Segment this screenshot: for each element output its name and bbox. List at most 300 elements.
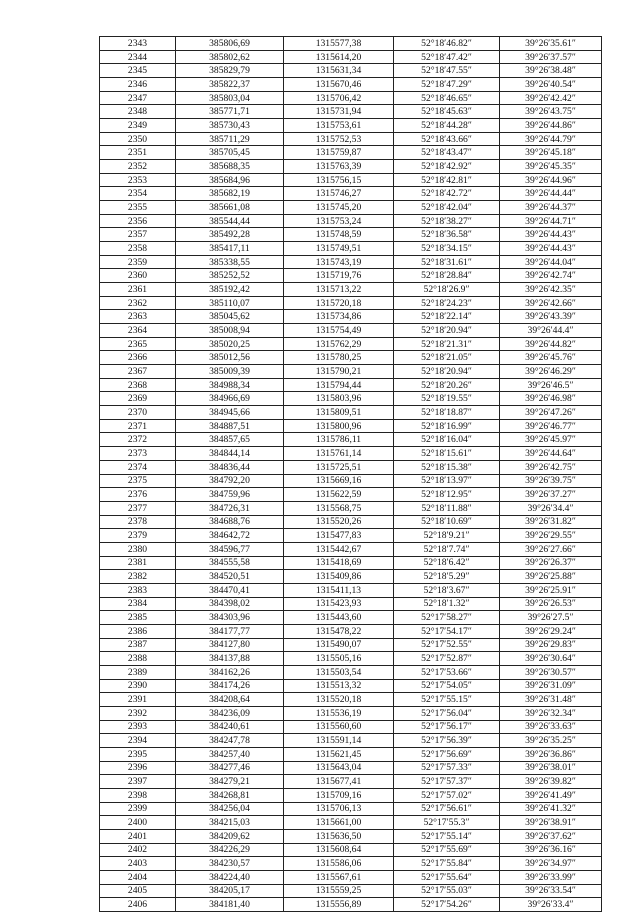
table-row <box>100 843 602 857</box>
x-coordinate-cell: 384240,61 <box>176 720 284 734</box>
point-number-cell: 2380 <box>100 542 176 556</box>
longitude-cell: 39°26′26.53″ <box>500 597 602 611</box>
longitude-cell: 39°26′44.43″ <box>500 228 602 242</box>
longitude-cell: 39°26′42.42″ <box>500 91 602 105</box>
point-number-cell: 2371 <box>100 419 176 433</box>
y-coordinate-cell: 1315559,25 <box>284 884 394 898</box>
longitude-cell: 39°26′44.96″ <box>500 173 602 187</box>
latitude-cell: 52°18′11.88″ <box>394 501 500 515</box>
point-number-cell: 2406 <box>100 898 176 912</box>
latitude-cell: 52°18′31.61″ <box>394 255 500 269</box>
y-coordinate-cell: 1315503,54 <box>284 665 394 679</box>
point-number-cell: 2400 <box>100 816 176 830</box>
longitude-cell: 39°26′35.61″ <box>500 37 602 51</box>
table-row <box>100 283 602 297</box>
y-coordinate-cell: 1315753,24 <box>284 214 394 228</box>
longitude-cell: 39°26′45.35″ <box>500 160 602 174</box>
latitude-cell: 52°17′54.05″ <box>394 679 500 693</box>
x-coordinate-cell: 384230,57 <box>176 857 284 871</box>
x-coordinate-cell: 384268,81 <box>176 788 284 802</box>
latitude-cell: 52°18′26.9″ <box>394 283 500 297</box>
longitude-cell: 39°26′29.83″ <box>500 638 602 652</box>
table-row <box>100 160 602 174</box>
table-row <box>100 392 602 406</box>
longitude-cell: 39°26′44.71″ <box>500 214 602 228</box>
point-number-cell: 2402 <box>100 843 176 857</box>
longitude-cell: 39°26′46.5″ <box>500 378 602 392</box>
point-number-cell: 2387 <box>100 638 176 652</box>
latitude-cell: 52°18′16.99″ <box>394 419 500 433</box>
point-number-cell: 2405 <box>100 884 176 898</box>
longitude-cell: 39°26′33.4″ <box>500 898 602 912</box>
x-coordinate-cell: 384208,64 <box>176 693 284 707</box>
table-row <box>100 734 602 748</box>
latitude-cell: 52°17′54.17″ <box>394 624 500 638</box>
x-coordinate-cell: 384726,31 <box>176 501 284 515</box>
longitude-cell: 39°26′44.44″ <box>500 187 602 201</box>
point-number-cell: 2345 <box>100 64 176 78</box>
point-number-cell: 2354 <box>100 187 176 201</box>
y-coordinate-cell: 1315706,42 <box>284 91 394 105</box>
longitude-cell: 39°26′44.79″ <box>500 132 602 146</box>
longitude-cell: 39°26′46.29″ <box>500 365 602 379</box>
table-row <box>100 638 602 652</box>
table-row <box>100 365 602 379</box>
table-row <box>100 460 602 474</box>
table-row <box>100 433 602 447</box>
longitude-cell: 39°26′45.18″ <box>500 146 602 160</box>
point-number-cell: 2370 <box>100 406 176 420</box>
point-number-cell: 2403 <box>100 857 176 871</box>
longitude-cell: 39°26′46.77″ <box>500 419 602 433</box>
point-number-cell: 2404 <box>100 870 176 884</box>
y-coordinate-cell: 1315790,21 <box>284 365 394 379</box>
latitude-cell: 52°18′43.47″ <box>394 146 500 160</box>
longitude-cell: 39°26′42.74″ <box>500 269 602 283</box>
table-row <box>100 501 602 515</box>
point-number-cell: 2365 <box>100 337 176 351</box>
y-coordinate-cell: 1315670,46 <box>284 78 394 92</box>
latitude-cell: 52°18′9.21″ <box>394 529 500 543</box>
longitude-cell: 39°26′39.82″ <box>500 775 602 789</box>
y-coordinate-cell: 1315477,83 <box>284 529 394 543</box>
table-row <box>100 242 602 256</box>
longitude-cell: 39°26′44.4″ <box>500 324 602 338</box>
latitude-cell: 52°17′52.55″ <box>394 638 500 652</box>
point-number-cell: 2357 <box>100 228 176 242</box>
x-coordinate-cell: 384224,40 <box>176 870 284 884</box>
point-number-cell: 2397 <box>100 775 176 789</box>
table-row <box>100 802 602 816</box>
y-coordinate-cell: 1315734,86 <box>284 310 394 324</box>
point-number-cell: 2350 <box>100 132 176 146</box>
point-number-cell: 2376 <box>100 488 176 502</box>
latitude-cell: 52°18′42.81″ <box>394 173 500 187</box>
latitude-cell: 52°17′58.27″ <box>394 611 500 625</box>
table-row <box>100 775 602 789</box>
latitude-cell: 52°18′10.69″ <box>394 515 500 529</box>
table-row <box>100 665 602 679</box>
point-number-cell: 2398 <box>100 788 176 802</box>
x-coordinate-cell: 384887,51 <box>176 419 284 433</box>
latitude-cell: 52°17′52.87″ <box>394 652 500 666</box>
x-coordinate-cell: 384137,88 <box>176 652 284 666</box>
y-coordinate-cell: 1315591,14 <box>284 734 394 748</box>
point-number-cell: 2391 <box>100 693 176 707</box>
latitude-cell: 52°18′21.31″ <box>394 337 500 351</box>
point-number-cell: 2394 <box>100 734 176 748</box>
table-row <box>100 228 602 242</box>
latitude-cell: 52°18′42.72″ <box>394 187 500 201</box>
y-coordinate-cell: 1315560,60 <box>284 720 394 734</box>
longitude-cell: 39°26′34.4″ <box>500 501 602 515</box>
x-coordinate-cell: 385009,39 <box>176 365 284 379</box>
latitude-cell: 52°18′46.65″ <box>394 91 500 105</box>
latitude-cell: 52°18′5.29″ <box>394 570 500 584</box>
latitude-cell: 52°18′42.04″ <box>394 201 500 215</box>
latitude-cell: 52°18′6.42″ <box>394 556 500 570</box>
point-number-cell: 2351 <box>100 146 176 160</box>
x-coordinate-cell: 385806,69 <box>176 37 284 51</box>
table-row <box>100 214 602 228</box>
table-row <box>100 570 602 584</box>
longitude-cell: 39°26′39.75″ <box>500 474 602 488</box>
y-coordinate-cell: 1315749,51 <box>284 242 394 256</box>
table-row <box>100 761 602 775</box>
x-coordinate-cell: 384398,02 <box>176 597 284 611</box>
y-coordinate-cell: 1315754,49 <box>284 324 394 338</box>
point-number-cell: 2392 <box>100 706 176 720</box>
table-row <box>100 324 602 338</box>
longitude-cell: 39°26′37.27″ <box>500 488 602 502</box>
coordinates-table <box>99 36 602 912</box>
table-row <box>100 146 602 160</box>
latitude-cell: 52°18′18.87″ <box>394 406 500 420</box>
table-row <box>100 884 602 898</box>
longitude-cell: 39°26′44.37″ <box>500 201 602 215</box>
table-row <box>100 310 602 324</box>
y-coordinate-cell: 1315746,27 <box>284 187 394 201</box>
x-coordinate-cell: 384836,44 <box>176 460 284 474</box>
x-coordinate-cell: 385829,79 <box>176 64 284 78</box>
longitude-cell: 39°26′43.75″ <box>500 105 602 119</box>
point-number-cell: 2352 <box>100 160 176 174</box>
x-coordinate-cell: 384279,21 <box>176 775 284 789</box>
x-coordinate-cell: 384177,77 <box>176 624 284 638</box>
y-coordinate-cell: 1315513,32 <box>284 679 394 693</box>
longitude-cell: 39°26′36.16″ <box>500 843 602 857</box>
latitude-cell: 52°17′55.64″ <box>394 870 500 884</box>
longitude-cell: 39°26′27.66″ <box>500 542 602 556</box>
latitude-cell: 52°17′57.37″ <box>394 775 500 789</box>
x-coordinate-cell: 385417,11 <box>176 242 284 256</box>
y-coordinate-cell: 1315759,87 <box>284 146 394 160</box>
point-number-cell: 2367 <box>100 365 176 379</box>
table-row <box>100 693 602 707</box>
x-coordinate-cell: 385192,42 <box>176 283 284 297</box>
x-coordinate-cell: 384857,65 <box>176 433 284 447</box>
table-row <box>100 37 602 51</box>
latitude-cell: 52°18′1.32″ <box>394 597 500 611</box>
point-number-cell: 2384 <box>100 597 176 611</box>
table-row <box>100 720 602 734</box>
y-coordinate-cell: 1315753,61 <box>284 119 394 133</box>
y-coordinate-cell: 1315677,41 <box>284 775 394 789</box>
x-coordinate-cell: 385803,04 <box>176 91 284 105</box>
x-coordinate-cell: 384988,34 <box>176 378 284 392</box>
latitude-cell: 52°18′3.67″ <box>394 583 500 597</box>
point-number-cell: 2366 <box>100 351 176 365</box>
y-coordinate-cell: 1315748,59 <box>284 228 394 242</box>
point-number-cell: 2368 <box>100 378 176 392</box>
longitude-cell: 39°26′25.88″ <box>500 570 602 584</box>
latitude-cell: 52°17′55.84″ <box>394 857 500 871</box>
latitude-cell: 52°18′44.28″ <box>394 119 500 133</box>
table-row <box>100 652 602 666</box>
longitude-cell: 39°26′38.48″ <box>500 64 602 78</box>
longitude-cell: 39°26′31.09″ <box>500 679 602 693</box>
x-coordinate-cell: 384162,26 <box>176 665 284 679</box>
y-coordinate-cell: 1315411,13 <box>284 583 394 597</box>
y-coordinate-cell: 1315761,14 <box>284 447 394 461</box>
table-row <box>100 624 602 638</box>
point-number-cell: 2389 <box>100 665 176 679</box>
table-row <box>100 132 602 146</box>
latitude-cell: 52°18′22.14″ <box>394 310 500 324</box>
latitude-cell: 52°18′34.15″ <box>394 242 500 256</box>
longitude-cell: 39°26′40.54″ <box>500 78 602 92</box>
x-coordinate-cell: 385544,44 <box>176 214 284 228</box>
x-coordinate-cell: 384236,09 <box>176 706 284 720</box>
table-row <box>100 269 602 283</box>
point-number-cell: 2344 <box>100 50 176 64</box>
y-coordinate-cell: 1315756,15 <box>284 173 394 187</box>
table-row <box>100 679 602 693</box>
longitude-cell: 39°26′44.86″ <box>500 119 602 133</box>
latitude-cell: 52°18′28.84″ <box>394 269 500 283</box>
latitude-cell: 52°17′57.33″ <box>394 761 500 775</box>
table-row <box>100 611 602 625</box>
x-coordinate-cell: 384792,20 <box>176 474 284 488</box>
latitude-cell: 52°17′56.17″ <box>394 720 500 734</box>
x-coordinate-cell: 384303,96 <box>176 611 284 625</box>
longitude-cell: 39°26′44.43″ <box>500 242 602 256</box>
y-coordinate-cell: 1315556,89 <box>284 898 394 912</box>
x-coordinate-cell: 385802,62 <box>176 50 284 64</box>
latitude-cell: 52°17′55.15″ <box>394 693 500 707</box>
latitude-cell: 52°18′47.55″ <box>394 64 500 78</box>
table-row <box>100 296 602 310</box>
point-number-cell: 2396 <box>100 761 176 775</box>
latitude-cell: 52°18′42.92″ <box>394 160 500 174</box>
table-row <box>100 351 602 365</box>
point-number-cell: 2390 <box>100 679 176 693</box>
latitude-cell: 52°18′13.97″ <box>394 474 500 488</box>
x-coordinate-cell: 384247,78 <box>176 734 284 748</box>
table-row <box>100 515 602 529</box>
y-coordinate-cell: 1315621,45 <box>284 747 394 761</box>
point-number-cell: 2374 <box>100 460 176 474</box>
point-number-cell: 2359 <box>100 255 176 269</box>
latitude-cell: 52°17′54.26″ <box>394 898 500 912</box>
longitude-cell: 39°26′42.75″ <box>500 460 602 474</box>
point-number-cell: 2361 <box>100 283 176 297</box>
table-row <box>100 788 602 802</box>
longitude-cell: 39°26′30.64″ <box>500 652 602 666</box>
y-coordinate-cell: 1315536,19 <box>284 706 394 720</box>
latitude-cell: 52°17′55.3″ <box>394 816 500 830</box>
y-coordinate-cell: 1315643,04 <box>284 761 394 775</box>
latitude-cell: 52°18′21.05″ <box>394 351 500 365</box>
point-number-cell: 2378 <box>100 515 176 529</box>
longitude-cell: 39°26′46.98″ <box>500 392 602 406</box>
y-coordinate-cell: 1315803,96 <box>284 392 394 406</box>
table-row <box>100 406 602 420</box>
y-coordinate-cell: 1315520,18 <box>284 693 394 707</box>
x-coordinate-cell: 384520,51 <box>176 570 284 584</box>
table-row <box>100 173 602 187</box>
latitude-cell: 52°18′20.94″ <box>394 365 500 379</box>
table-row <box>100 857 602 871</box>
table-row <box>100 706 602 720</box>
table-row <box>100 747 602 761</box>
latitude-cell: 52°18′38.27″ <box>394 214 500 228</box>
x-coordinate-cell: 384844,14 <box>176 447 284 461</box>
y-coordinate-cell: 1315614,20 <box>284 50 394 64</box>
table-row <box>100 119 602 133</box>
latitude-cell: 52°17′55.03″ <box>394 884 500 898</box>
longitude-cell: 39°26′34.97″ <box>500 857 602 871</box>
latitude-cell: 52°17′57.02″ <box>394 788 500 802</box>
y-coordinate-cell: 1315442,67 <box>284 542 394 556</box>
y-coordinate-cell: 1315809,51 <box>284 406 394 420</box>
latitude-cell: 52°18′45.63″ <box>394 105 500 119</box>
x-coordinate-cell: 385822,37 <box>176 78 284 92</box>
x-coordinate-cell: 384642,72 <box>176 529 284 543</box>
longitude-cell: 39°26′38.91″ <box>500 816 602 830</box>
point-number-cell: 2386 <box>100 624 176 638</box>
x-coordinate-cell: 384226,29 <box>176 843 284 857</box>
point-number-cell: 2401 <box>100 829 176 843</box>
y-coordinate-cell: 1315745,20 <box>284 201 394 215</box>
x-coordinate-cell: 384277,46 <box>176 761 284 775</box>
table-row <box>100 105 602 119</box>
y-coordinate-cell: 1315762,29 <box>284 337 394 351</box>
longitude-cell: 39°26′31.48″ <box>500 693 602 707</box>
table-row <box>100 829 602 843</box>
x-coordinate-cell: 385771,71 <box>176 105 284 119</box>
point-number-cell: 2349 <box>100 119 176 133</box>
longitude-cell: 39°26′36.86″ <box>500 747 602 761</box>
longitude-cell: 39°26′37.62″ <box>500 829 602 843</box>
longitude-cell: 39°26′44.04″ <box>500 255 602 269</box>
longitude-cell: 39°26′33.63″ <box>500 720 602 734</box>
latitude-cell: 52°18′24.23″ <box>394 296 500 310</box>
table-row <box>100 337 602 351</box>
y-coordinate-cell: 1315586,06 <box>284 857 394 871</box>
y-coordinate-cell: 1315661,00 <box>284 816 394 830</box>
table-row <box>100 488 602 502</box>
y-coordinate-cell: 1315608,64 <box>284 843 394 857</box>
latitude-cell: 52°17′56.69″ <box>394 747 500 761</box>
y-coordinate-cell: 1315669,16 <box>284 474 394 488</box>
latitude-cell: 52°18′43.66″ <box>394 132 500 146</box>
y-coordinate-cell: 1315577,38 <box>284 37 394 51</box>
x-coordinate-cell: 384470,41 <box>176 583 284 597</box>
y-coordinate-cell: 1315800,96 <box>284 419 394 433</box>
latitude-cell: 52°17′56.04″ <box>394 706 500 720</box>
table-row <box>100 542 602 556</box>
x-coordinate-cell: 385492,28 <box>176 228 284 242</box>
point-number-cell: 2388 <box>100 652 176 666</box>
longitude-cell: 39°26′31.82″ <box>500 515 602 529</box>
longitude-cell: 39°26′42.66″ <box>500 296 602 310</box>
latitude-cell: 52°17′56.39″ <box>394 734 500 748</box>
longitude-cell: 39°26′29.24″ <box>500 624 602 638</box>
point-number-cell: 2369 <box>100 392 176 406</box>
y-coordinate-cell: 1315720,18 <box>284 296 394 310</box>
x-coordinate-cell: 385008,94 <box>176 324 284 338</box>
x-coordinate-cell: 384759,96 <box>176 488 284 502</box>
point-number-cell: 2360 <box>100 269 176 283</box>
x-coordinate-cell: 385252,52 <box>176 269 284 283</box>
point-number-cell: 2379 <box>100 529 176 543</box>
point-number-cell: 2356 <box>100 214 176 228</box>
x-coordinate-cell: 385661,08 <box>176 201 284 215</box>
x-coordinate-cell: 385730,43 <box>176 119 284 133</box>
x-coordinate-cell: 384596,77 <box>176 542 284 556</box>
x-coordinate-cell: 384181,40 <box>176 898 284 912</box>
longitude-cell: 39°26′38.01″ <box>500 761 602 775</box>
longitude-cell: 39°26′41.49″ <box>500 788 602 802</box>
latitude-cell: 52°18′19.55″ <box>394 392 500 406</box>
longitude-cell: 39°26′45.76″ <box>500 351 602 365</box>
table-row <box>100 583 602 597</box>
latitude-cell: 52°18′20.26″ <box>394 378 500 392</box>
y-coordinate-cell: 1315752,53 <box>284 132 394 146</box>
latitude-cell: 52°17′56.61″ <box>394 802 500 816</box>
x-coordinate-cell: 384945,66 <box>176 406 284 420</box>
point-number-cell: 2343 <box>100 37 176 51</box>
y-coordinate-cell: 1315794,44 <box>284 378 394 392</box>
table-row <box>100 201 602 215</box>
point-number-cell: 2381 <box>100 556 176 570</box>
latitude-cell: 52°18′15.38″ <box>394 460 500 474</box>
y-coordinate-cell: 1315706,13 <box>284 802 394 816</box>
point-number-cell: 2364 <box>100 324 176 338</box>
table-row <box>100 78 602 92</box>
longitude-cell: 39°26′33.54″ <box>500 884 602 898</box>
x-coordinate-cell: 384688,76 <box>176 515 284 529</box>
longitude-cell: 39°26′32.34″ <box>500 706 602 720</box>
x-coordinate-cell: 385682,19 <box>176 187 284 201</box>
longitude-cell: 39°26′37.57″ <box>500 50 602 64</box>
table-row <box>100 447 602 461</box>
point-number-cell: 2395 <box>100 747 176 761</box>
table-row <box>100 556 602 570</box>
y-coordinate-cell: 1315786,11 <box>284 433 394 447</box>
y-coordinate-cell: 1315713,22 <box>284 283 394 297</box>
y-coordinate-cell: 1315709,16 <box>284 788 394 802</box>
y-coordinate-cell: 1315780,25 <box>284 351 394 365</box>
point-number-cell: 2348 <box>100 105 176 119</box>
table-row <box>100 419 602 433</box>
latitude-cell: 52°18′16.04″ <box>394 433 500 447</box>
y-coordinate-cell: 1315567,61 <box>284 870 394 884</box>
latitude-cell: 52°18′12.95″ <box>394 488 500 502</box>
longitude-cell: 39°26′44.64″ <box>500 447 602 461</box>
longitude-cell: 39°26′33.99″ <box>500 870 602 884</box>
